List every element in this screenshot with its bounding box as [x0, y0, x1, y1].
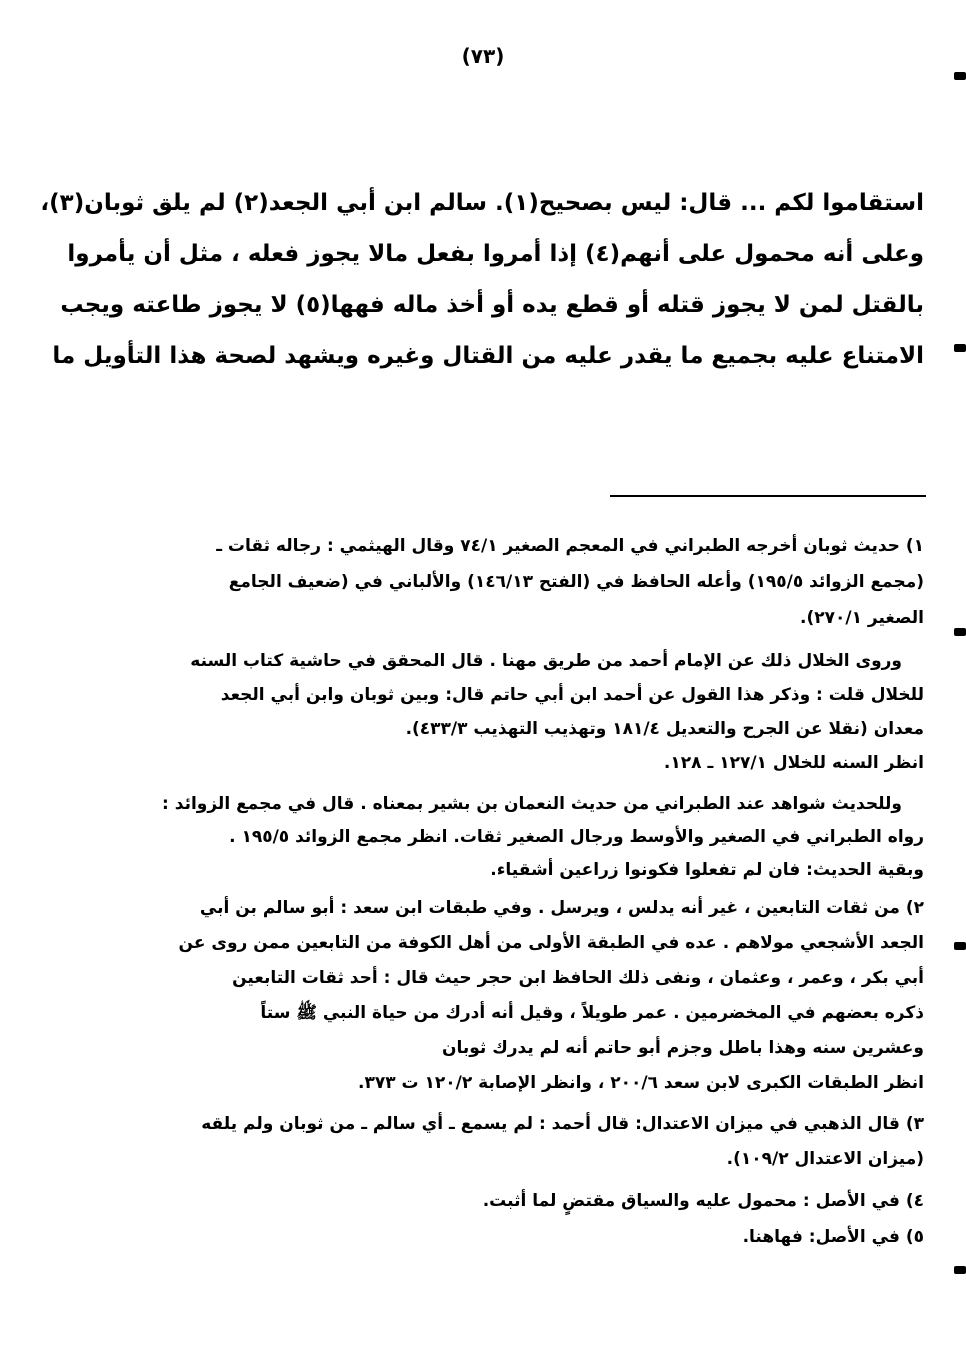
footnote-line: وروى الخلال ذلك عن الإمام أحمد من طريق مهنا . قال المحقق في حاشية كتاب السنه: [190, 651, 902, 671]
footnote-separator: [610, 495, 926, 497]
main-text-line: بالقتل لمن لا يجوز قتله أو قطع يده أو أخذ ماله فهها(٥) لا يجوز طاعته ويجب: [60, 292, 924, 318]
footnote-line: الصغير ٢٧٠/١).: [800, 608, 924, 628]
margin-mark-icon: [954, 344, 966, 352]
footnote-line: ٥) في الأصل: فهاهنا.: [742, 1227, 924, 1247]
footnote-block: [104, 1183, 924, 1219]
margin-mark-icon: [954, 628, 966, 636]
footnote-line: وبقية الحديث: فان لم تفعلوا فكونوا زراعين أشقياء.: [490, 860, 924, 880]
footnote-block: [104, 1219, 924, 1255]
margin-mark-icon: [954, 942, 966, 950]
footnote-line: للخلال قلت : وذكر هذا القول عن أحمد ابن أبي حاتم قال: وبين ثوبان وابن أبي الجعد: [220, 685, 924, 705]
footnotes: [104, 528, 924, 1255]
margin-mark-icon: [954, 72, 966, 80]
footnote-line: وللحديث شواهد عند الطبراني من حديث النعمان بن بشير بمعناه . قال في مجمع الزوائد :: [162, 794, 902, 814]
page-number: (٧٣): [461, 44, 505, 68]
footnote-line: الجعد الأشجعي مولاهم . عده في الطبقة الأولى من أهل الكوفة من التابعين ممن روى عن: [178, 933, 924, 953]
footnote-line: رواه الطبراني في الصغير والأوسط ورجال الصغير ثقات. انظر مجمع الزوائد ١٩٥/٥ .: [229, 827, 924, 847]
footnote-line: وعشرين سنه وهذا باطل وجزم أبو حاتم أنه لم يدرك ثوبان: [441, 1038, 924, 1058]
footnote-line: (مجمع الزوائد ١٩٥/٥) وأعله الحافظ في (الفتح ١٤٦/١٣) والألباني في (ضعيف الجامع: [228, 572, 924, 592]
main-text-line: وعلى أنه محمول على أنهم(٤) إذا أمروا بفعل مالا يجوز فعله ، مثل أن يأمروا: [67, 241, 924, 267]
footnote-block: [104, 528, 924, 636]
footnote-line: انظر الطبقات الكبرى لابن سعد ٢٠٠/٦ ، وانظر الإصابة ١٢٠/٢ ت ٣٧٣.: [357, 1073, 924, 1093]
main-text-line: الامتناع عليه بجميع ما يقدر عليه من القتال وغيره ويشهد لصحة هذا التأويل ما: [52, 343, 924, 369]
footnote-line: ٣) قال الذهبي في ميزان الاعتدال: قال أحمد : لم يسمع ـ أي سالم ـ من ثوبان ولم يلقه: [201, 1114, 924, 1134]
footnote-block: [104, 788, 924, 887]
footnote-block: [104, 1107, 924, 1177]
footnote-line: ٤) في الأصل : محمول عليه والسياق مقتضٍ لما أثبت.: [482, 1191, 924, 1211]
footnote-line: ١) حديث ثوبان أخرجه الطبراني في المعجم الصغير ٧٤/١ وقال الهيثمي : رجاله ثقات ـ: [216, 536, 924, 556]
margin-mark-icon: [954, 1266, 966, 1274]
footnote-line: (ميزان الاعتدال ١٠٩/٢).: [726, 1149, 924, 1169]
footnote-block: [104, 644, 924, 780]
footnote-block: [104, 891, 924, 1101]
footnote-line: ٢) من ثقات التابعين ، غير أنه يدلس ، ويرسل . وفي طبقات ابن سعد : أبو سالم بن أبي: [199, 898, 924, 918]
footnote-line: معدان (نقلا عن الجرح والتعديل ١٨١/٤ وتهذيب التهذيب ٤٣٣/٣).: [405, 719, 924, 739]
footnote-line: انظر السنه للخلال ١٢٧/١ ـ ١٢٨.: [663, 753, 924, 773]
main-text-line: استقاموا لكم ... قال: ليس بصحيح(١). سالم ابن أبي الجعد(٢) لم يلق ثوبان(٣)،: [40, 190, 924, 216]
footnote-line: أبي بكر ، وعمر ، وعثمان ، ونفى ذلك الحافظ ابن حجر حيث قال : أحد ثقات التابعين: [232, 968, 924, 988]
main-text: [40, 178, 924, 382]
footnote-line: ذكره بعضهم في المخضرمين . عمر طويلاً ، وقيل أنه أدرك من حياة النبي ﷺ ستاً: [260, 1003, 924, 1023]
